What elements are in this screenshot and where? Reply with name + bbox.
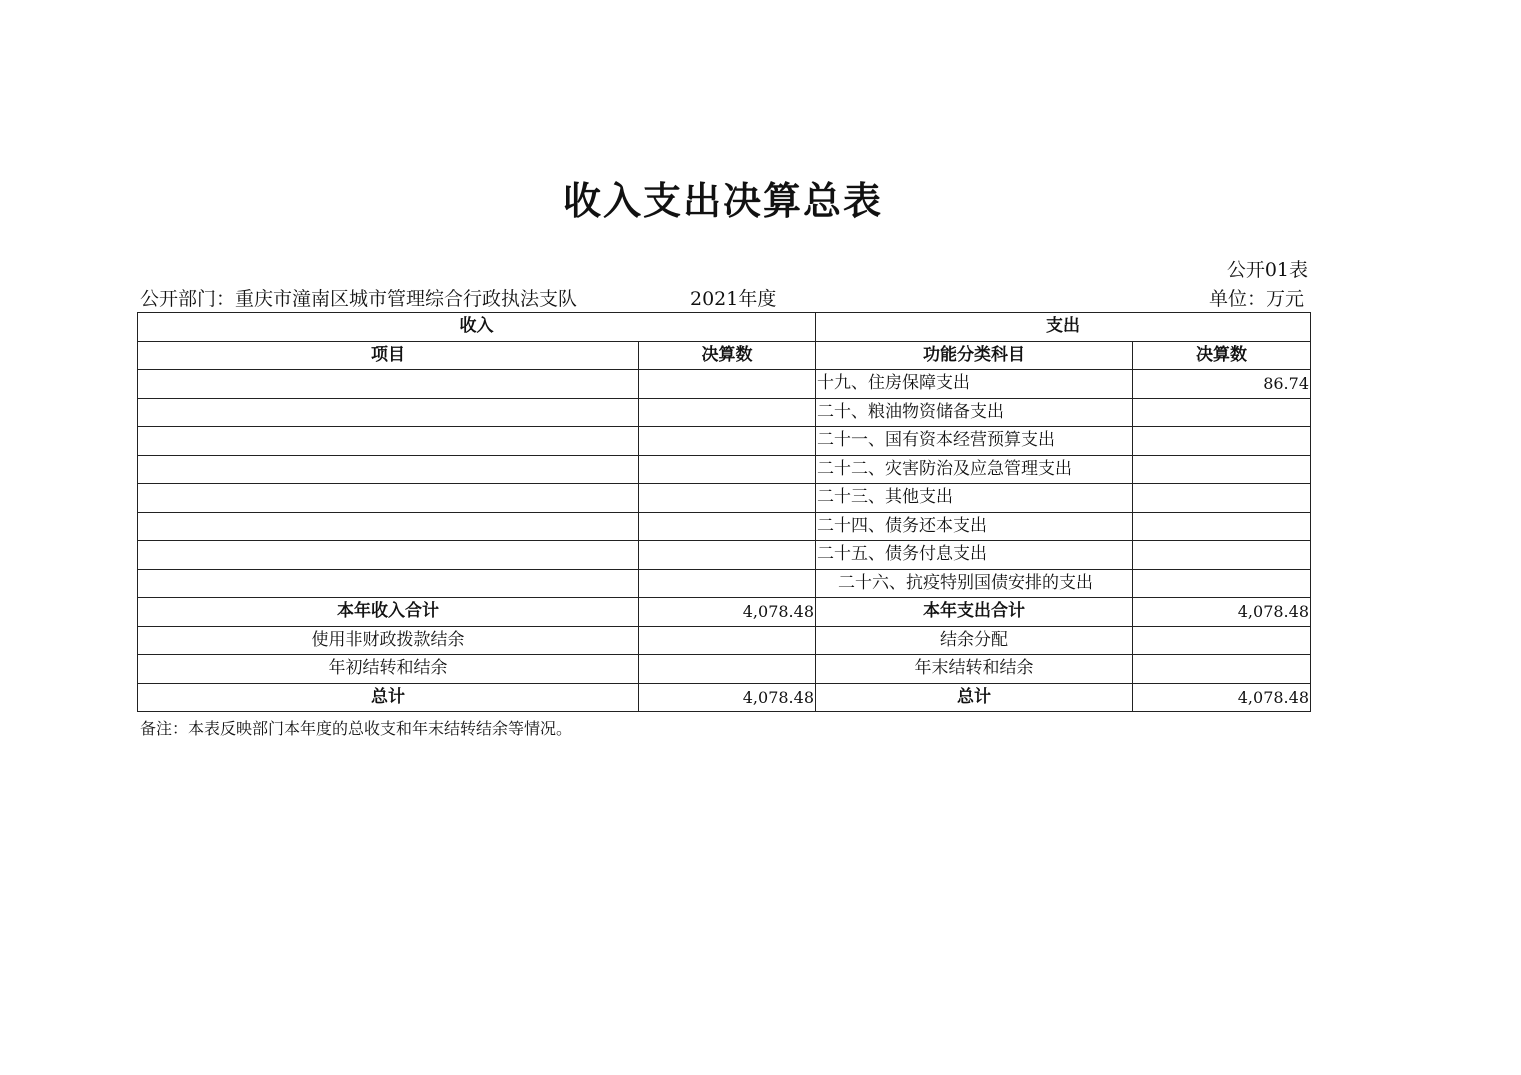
expense-amount-cell xyxy=(1133,484,1311,513)
income-section-header: 收入 xyxy=(138,313,816,342)
department-label: 公开部门：重庆市潼南区城市管理综合行政执法支队 xyxy=(140,288,578,310)
income-item-cell xyxy=(138,427,639,456)
income-amount-cell xyxy=(639,455,816,484)
nonfiscal-balance-label: 使用非财政拨款结余 xyxy=(138,626,639,655)
income-item-cell xyxy=(138,398,639,427)
income-item-cell xyxy=(138,512,639,541)
grand-expense-label: 总计 xyxy=(816,683,1133,712)
table-row xyxy=(138,398,1311,427)
begin-balance-label: 年初结转和结余 xyxy=(138,655,639,684)
expense-item-cell: 二十五、债务付息支出 xyxy=(816,541,1133,570)
table-row xyxy=(138,569,1311,598)
expense-item-cell: 二十、粮油物资储备支出 xyxy=(816,398,1133,427)
grand-income-value: 4,078.48 xyxy=(639,683,816,712)
table-row xyxy=(138,455,1311,484)
income-item-cell xyxy=(138,370,639,399)
expense-total-value: 4,078.48 xyxy=(1133,598,1311,627)
expense-section-header: 支出 xyxy=(816,313,1311,342)
grand-income-label: 总计 xyxy=(138,683,639,712)
income-amount-cell xyxy=(639,484,816,513)
expense-amount-cell xyxy=(1133,512,1311,541)
surplus-distribution-label: 结余分配 xyxy=(816,626,1133,655)
expense-item-cell: 二十六、抗疫特别国债安排的支出 xyxy=(816,569,1133,598)
expense-item-cell: 二十一、国有资本经营预算支出 xyxy=(816,427,1133,456)
column-header-item: 项目 xyxy=(138,341,639,370)
expense-amount-cell: 86.74 xyxy=(1133,370,1311,399)
year-total-row xyxy=(138,598,1311,627)
unit-label: 单位：万元 xyxy=(1208,288,1304,310)
expense-item-cell: 十九、住房保障支出 xyxy=(816,370,1133,399)
income-amount-cell xyxy=(639,512,816,541)
section-header-row xyxy=(138,313,1311,342)
table-row xyxy=(138,427,1311,456)
fiscal-year: 2021年度 xyxy=(690,288,777,310)
income-amount-cell xyxy=(639,427,816,456)
surplus-distribution-value xyxy=(1133,626,1311,655)
expense-amount-cell xyxy=(1133,455,1311,484)
expense-amount-cell xyxy=(1133,541,1311,570)
expense-item-cell: 二十三、其他支出 xyxy=(816,484,1133,513)
report-meta xyxy=(140,284,1310,310)
income-amount-cell xyxy=(639,569,816,598)
balance-row xyxy=(138,626,1311,655)
expense-amount-cell xyxy=(1133,398,1311,427)
income-total-label: 本年收入合计 xyxy=(138,598,639,627)
income-amount-cell xyxy=(639,541,816,570)
expense-amount-cell xyxy=(1133,569,1311,598)
balance-row xyxy=(138,655,1311,684)
income-total-value: 4,078.48 xyxy=(639,598,816,627)
income-amount-cell xyxy=(639,370,816,399)
income-item-cell xyxy=(138,484,639,513)
income-item-cell xyxy=(138,541,639,570)
nonfiscal-balance-value xyxy=(639,626,816,655)
grand-expense-value: 4,078.48 xyxy=(1133,683,1311,712)
table-row xyxy=(138,484,1311,513)
column-header-row xyxy=(138,341,1311,370)
income-expense-table xyxy=(137,312,1311,712)
table-row xyxy=(138,370,1311,399)
expense-total-label: 本年支出合计 xyxy=(816,598,1133,627)
end-balance-label: 年末结转和结余 xyxy=(816,655,1133,684)
expense-item-cell: 二十二、灾害防治及应急管理支出 xyxy=(816,455,1133,484)
grand-total-row xyxy=(138,683,1311,712)
begin-balance-value xyxy=(639,655,816,684)
report-title: 收入支出决算总表 xyxy=(562,179,883,223)
income-item-cell xyxy=(138,455,639,484)
end-balance-value xyxy=(1133,655,1311,684)
expense-item-cell: 二十四、债务还本支出 xyxy=(816,512,1133,541)
footnote: 备注：本表反映部门本年度的总收支和年末结转结余等情况。 xyxy=(140,719,573,738)
column-header-income-amount: 决算数 xyxy=(639,341,816,370)
table-row xyxy=(138,512,1311,541)
income-item-cell xyxy=(138,569,639,598)
column-header-function: 功能分类科目 xyxy=(816,341,1133,370)
form-number: 公开01表 xyxy=(1226,259,1308,281)
expense-amount-cell xyxy=(1133,427,1311,456)
column-header-expense-amount: 决算数 xyxy=(1133,341,1311,370)
income-amount-cell xyxy=(639,398,816,427)
table-row xyxy=(138,541,1311,570)
